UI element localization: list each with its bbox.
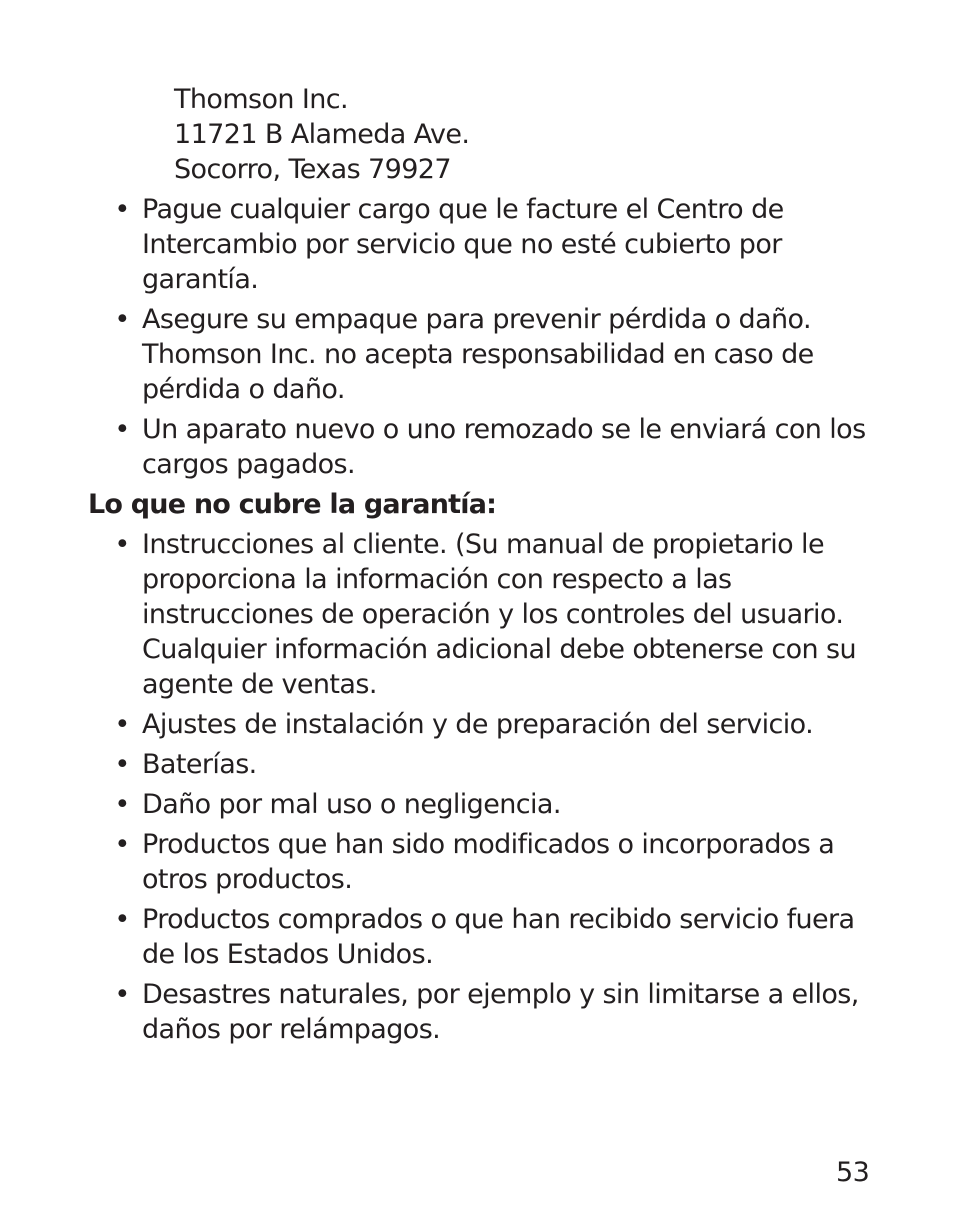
- bullet-icon: •: [114, 414, 130, 445]
- list-item: [0, 527, 954, 702]
- list-item: [0, 412, 954, 482]
- bullet-icon: •: [114, 789, 130, 820]
- list-item: [0, 302, 954, 407]
- bullet-icon: •: [114, 529, 130, 560]
- address-city: Socorro, Texas 79927: [174, 154, 451, 185]
- list-item: [0, 977, 954, 1047]
- list-item-text: Daño por mal uso o negligencia.: [142, 789, 561, 820]
- list-item: [0, 747, 954, 782]
- bullet-icon: •: [114, 194, 130, 225]
- list-item-text: Ajustes de instalación y de preparación del servicio.: [142, 709, 814, 740]
- list-item-text: Productos que han sido modificados o incorporados a otros productos.: [142, 829, 835, 895]
- list-item-text: Productos comprados o que han recibido servicio fuera de los Estados Unidos.: [142, 904, 855, 970]
- list-item: [0, 902, 954, 972]
- list-item: [0, 787, 954, 822]
- list-item: [0, 827, 954, 897]
- page-number: 53: [836, 1157, 870, 1188]
- warranty-exclusions-list: [0, 527, 954, 1052]
- bullet-icon: •: [114, 829, 130, 860]
- list-item-text: Un aparato nuevo o uno remozado se le enviará con los cargos pagados.: [142, 414, 866, 480]
- bullet-icon: •: [114, 904, 130, 935]
- bullet-icon: •: [114, 304, 130, 335]
- bullet-icon: •: [114, 749, 130, 780]
- address-company: Thomson Inc.: [174, 84, 349, 115]
- list-item: [0, 707, 954, 742]
- bullet-icon: •: [114, 709, 130, 740]
- bullet-icon: •: [114, 979, 130, 1010]
- list-item: [0, 192, 954, 297]
- mailing-address: [174, 82, 469, 187]
- list-item-text: Asegure su empaque para prevenir pérdida o daño. Thomson Inc. no acepta responsabilidad en caso de pérdida o daño.: [142, 304, 814, 405]
- list-item-text: Baterías.: [142, 749, 257, 780]
- list-item-text: Instrucciones al cliente. (Su manual de propietario le proporciona la información con respecto a las instrucciones de operación y los controles del usuario. Cualquier información adicional debe obtenerse con su agente de ventas.: [142, 529, 856, 700]
- section-heading: Lo que no cubre la garantía:: [88, 489, 497, 520]
- list-item-text: Pague cualquier cargo que le facture el Centro de Intercambio por servicio que no esté cubierto por garantía.: [142, 194, 784, 295]
- shipping-instructions-list: [0, 192, 954, 487]
- list-item-text: Desastres naturales, por ejemplo y sin limitarse a ellos, daños por relámpagos.: [142, 979, 859, 1045]
- address-street: 11721 B Alameda Ave.: [174, 119, 470, 150]
